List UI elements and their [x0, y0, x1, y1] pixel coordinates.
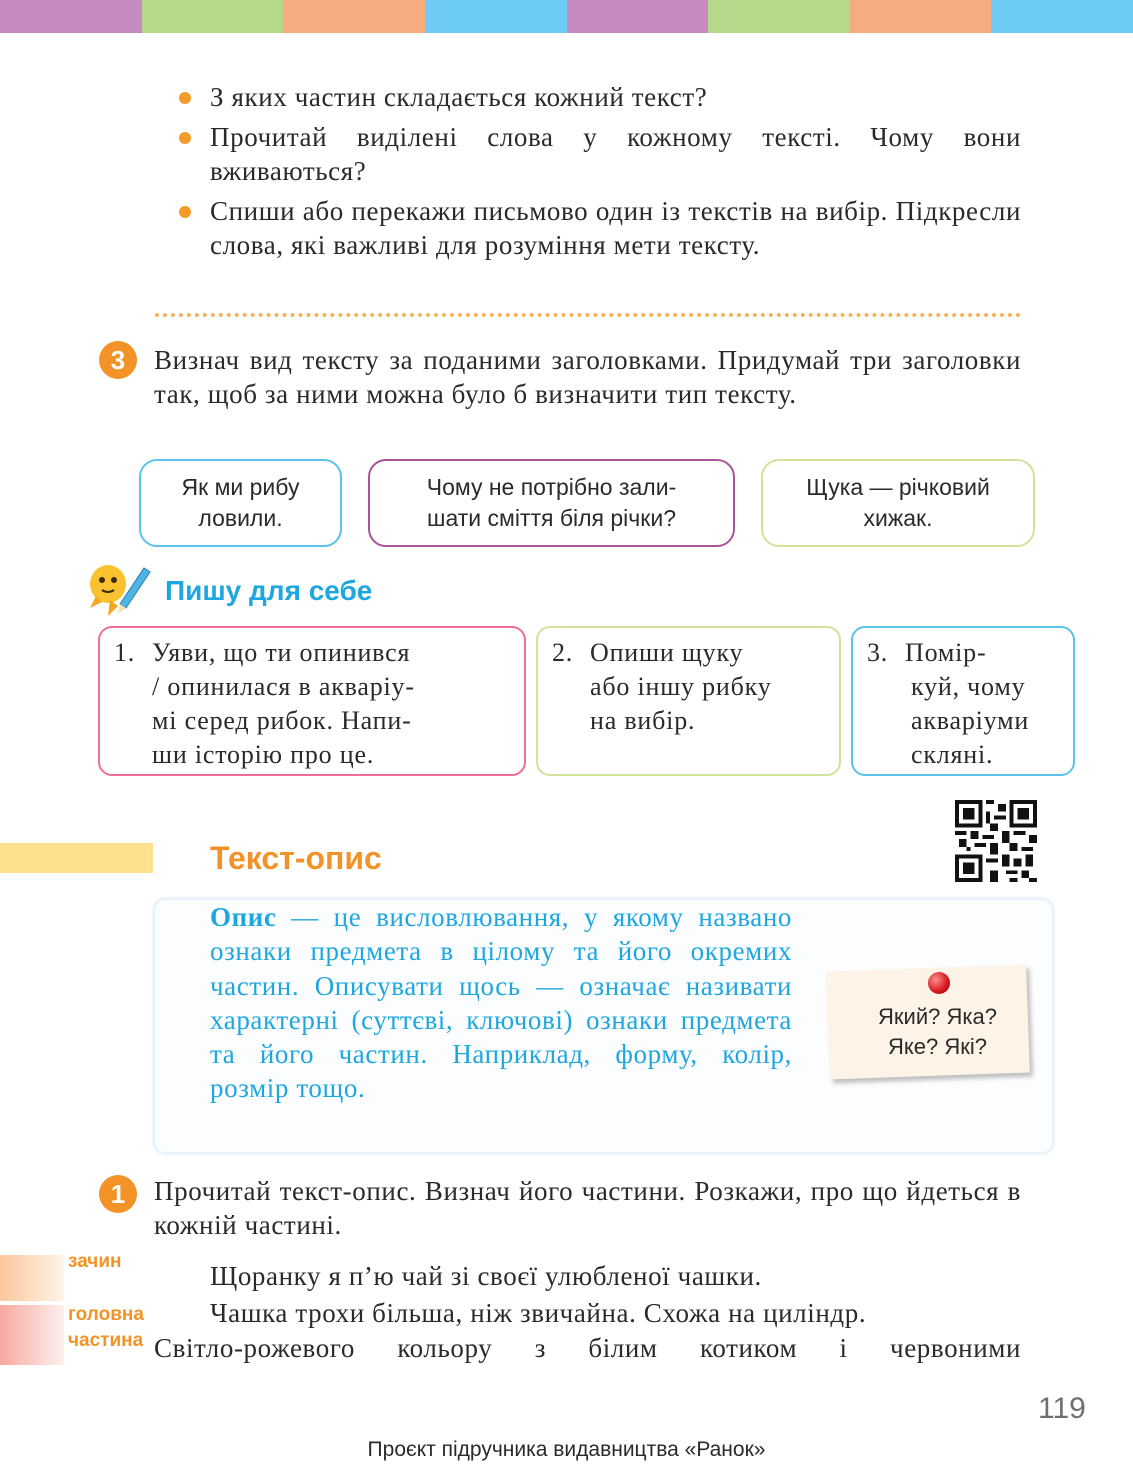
bullet-item — [175, 80, 1021, 114]
bullet-text: Прочитай виділені слова у кожному тексті. Чому вони вживаються? — [210, 122, 1021, 186]
title-card-line: Як ми рибу — [181, 474, 300, 500]
title-card — [761, 459, 1035, 547]
write-task-card — [851, 626, 1075, 776]
footer-note: Проєкт підручника видавництва «Ранок» — [367, 1438, 766, 1461]
color-strip — [283, 0, 425, 33]
write-task-line: Помір- — [905, 638, 987, 667]
bullet-text: З яких частин складається кожний текст? — [210, 82, 708, 112]
reading-paragraph: Світло-рожевого кольору з білим котиком і червоними — [154, 1333, 1021, 1363]
write-task-card — [536, 626, 841, 776]
title-card-line: Чому не потрібно зали- — [426, 474, 677, 500]
question-bullets — [175, 80, 1021, 268]
write-task-line: акваріуми — [911, 706, 1030, 735]
title-card-line: ловили. — [198, 505, 283, 531]
bullet-item — [175, 194, 1021, 262]
title-card — [139, 459, 342, 547]
section-marker-band — [0, 843, 153, 873]
bullet-dot-icon — [179, 132, 191, 144]
section-title: Текст-опис — [210, 840, 382, 876]
bullet-text: Спиши або перекажи письмово один із текстів на вибір. Підкресли слова, які важливі для розуміння мети тексту. — [210, 196, 1021, 260]
write-task-line: Уяви, що ти опинився — [152, 638, 411, 667]
definition-body: — це висловлювання, у якому названо ознаки предмета в цілому та його окремих частин. Описувати щось — означає називати характерні (суттєві, ключові) ознаки предмета та його частин. Наприклад, форму, колір, розмір тощо. — [210, 902, 792, 1104]
reading-paragraph: Щоранку я п’ю чай зі своєї улюбленої чашки. — [210, 1261, 762, 1291]
task-number-badge: 1 — [99, 1175, 137, 1213]
title-card-line: хижак. — [863, 505, 933, 531]
top-color-bar — [0, 0, 1133, 33]
page-number: 119 — [1038, 1392, 1086, 1425]
task-3-text: Визнач вид тексту за поданими заголовками. Придумай три заголовки так, щоб за ними можна було б визначити тип тексту. — [154, 345, 1021, 409]
bullet-dot-icon — [179, 92, 191, 104]
sticky-note-line: Який? Яка? — [878, 1004, 997, 1029]
write-task-number: 2. — [552, 638, 574, 667]
color-strip — [567, 0, 709, 33]
task-number-badge: 3 — [99, 341, 137, 379]
write-task-line: скляні. — [911, 740, 994, 769]
color-strip — [708, 0, 850, 33]
bullet-dot-icon — [179, 206, 191, 218]
sticky-note-line: Яке? Які? — [888, 1034, 987, 1059]
margin-label-bg — [0, 1255, 64, 1301]
color-strip — [425, 0, 567, 33]
write-task-number: 3. — [867, 638, 889, 667]
bullet-item — [175, 120, 1021, 188]
margin-label-main: частина — [68, 1330, 144, 1351]
qr-code-icon[interactable] — [955, 800, 1037, 882]
write-task-line: ши історію про це. — [152, 740, 375, 769]
definition-term: Опис — [210, 902, 277, 932]
margin-label-main: головна — [68, 1304, 144, 1325]
write-task-line: мі серед рибок. Напи- — [152, 706, 412, 735]
title-card-line: Щука — річковий — [806, 474, 990, 500]
write-task-line: куй, чому — [911, 672, 1026, 701]
margin-label-bg — [0, 1305, 64, 1365]
margin-label-intro: зачин — [68, 1251, 122, 1272]
color-strip — [850, 0, 992, 33]
write-for-self-title: Пишу для себе — [165, 575, 373, 606]
title-card-line: шати сміття біля річки? — [427, 505, 676, 531]
write-task-line: на вибір. — [590, 706, 696, 735]
color-strip — [0, 0, 142, 33]
task-1-text: Прочитай текст-опис. Визнач його частини. Розкажи, про що йдеться в кожній частині. — [154, 1176, 1021, 1240]
write-task-line: Опиши щуку — [590, 638, 744, 667]
dotted-divider — [155, 313, 1021, 317]
reading-paragraph: Чашка трохи більша, ніж звичайна. Схожа на циліндр. — [210, 1298, 867, 1328]
write-task-number: 1. — [114, 638, 136, 667]
pencil-mascot-icon — [82, 556, 152, 622]
definition-text — [210, 900, 792, 1106]
sticky-note-text — [850, 1002, 1025, 1062]
color-strip — [142, 0, 284, 33]
color-strip — [991, 0, 1133, 33]
write-task-card — [98, 626, 526, 776]
pushpin-icon — [928, 972, 950, 994]
write-task-line: / опинилася в акваріу- — [152, 672, 415, 701]
write-task-line: або іншу рибку — [590, 672, 772, 701]
title-card — [368, 459, 735, 547]
